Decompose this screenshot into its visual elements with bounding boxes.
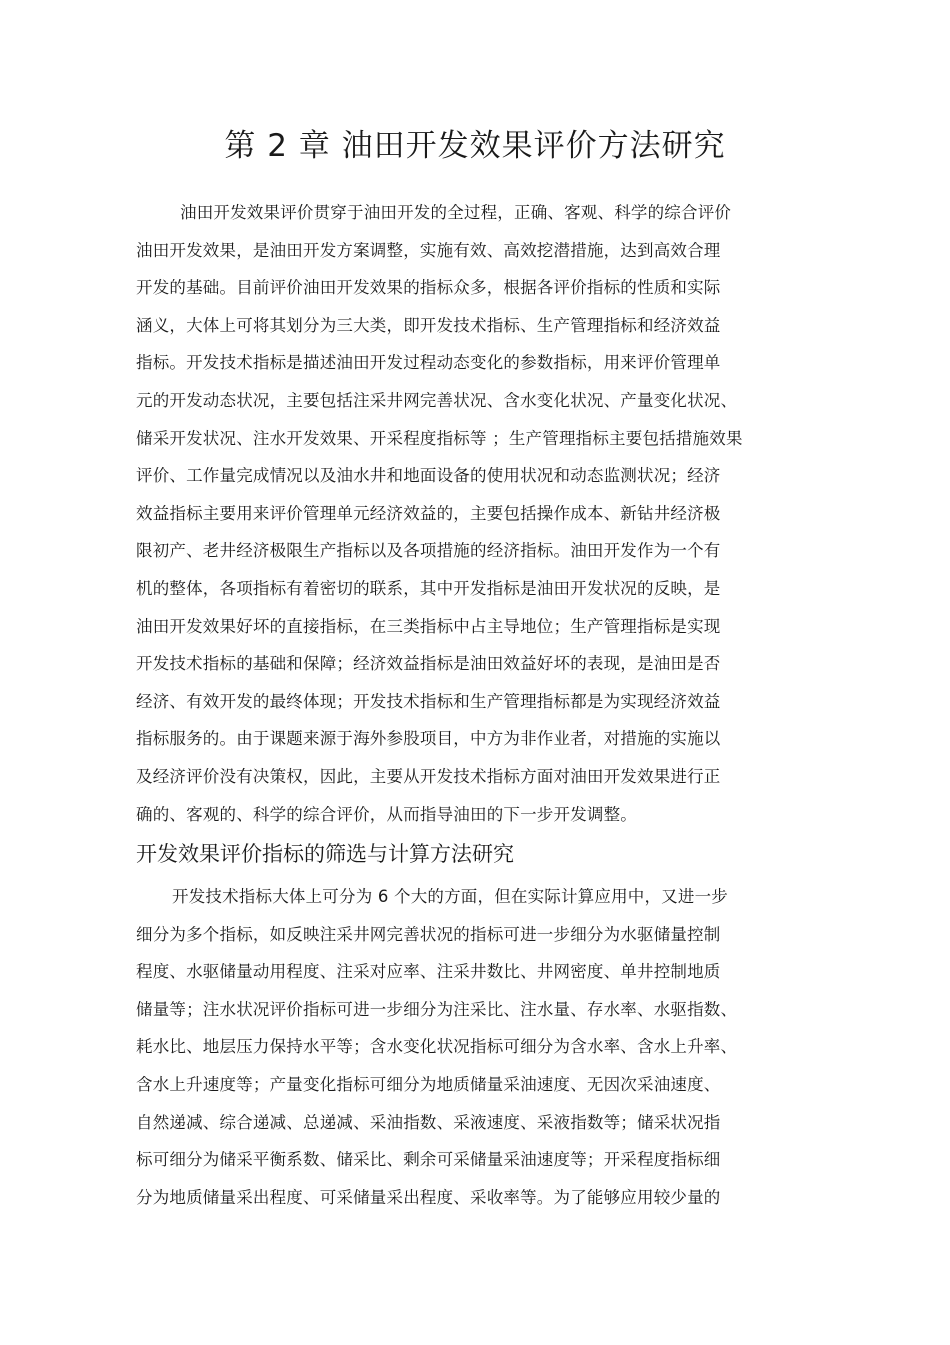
text-line: 标可细分为储采平衡系数、储采比、剩余可采储量采油速度等；开采程度指标细 [136,1150,721,1170]
text-line: 开发技术指标大体上可分为 6 个大的方面，但在实际计算应用中，又进一步 [172,887,728,906]
text-line: 限初产、老井经济极限生产指标以及各项措施的经济指标。油田开发作为一个有 [136,541,721,561]
text-line: 指标服务的。由于课题来源于海外参股项目，中方为非作业者，对措施的实施以 [136,729,721,749]
text-line: 耗水比、地层压力保持水平等；含水变化状况指标可细分为含水率、含水上升率、 [136,1037,738,1057]
paragraph-intro [136,194,836,833]
text-line: 细分为多个指标，如反映注采井网完善状况的指标可进一步细分为水驱储量控制 [136,924,721,944]
section-heading: 开发效果评价指标的筛选与计算方法研究 [136,842,514,866]
text-line: 油田开发效果评价贯穿于油田开发的全过程，正确、客观、科学的综合评价 [180,203,732,222]
text-line: 油田开发效果，是油田开发方案调整，实施有效、高效挖潜措施，达到高效合理 [136,240,721,260]
text-line: 评价、工作量完成情况以及油水井和地面设备的使用状况和动态监测状况；经济 [136,466,721,486]
text-line: 效益指标主要用来评价管理单元经济效益的，主要包括操作成本、新钻井经济极 [136,503,721,523]
text-line: 自然递减、综合递减、总递减、采油指数、采液速度、采液指数等；储采状况指 [136,1112,721,1132]
text-line: 开发技术指标的基础和保障；经济效益指标是油田效益好坏的表现，是油田是否 [136,654,721,674]
text-line: 分为地质储量采出程度、可采储量采出程度、采收率等。为了能够应用较少量的 [136,1187,721,1207]
text-line: 经济、有效开发的最终体现；开发技术指标和生产管理指标都是为实现经济效益 [136,691,721,711]
text-line: 储采开发状况、注水开发效果、开采程度指标等 ；生产管理指标主要包括措施效果 [136,428,743,448]
text-line: 开发的基础。目前评价油田开发效果的指标众多，根据各评价指标的性质和实际 [136,278,721,298]
chapter-title: 第 2 章 油田开发效果评价方法研究 [224,128,726,164]
text-line: 元的开发动态状况，主要包括注采井网完善状况、含水变化状况、产量变化状况、 [136,390,738,410]
text-line: 指标。开发技术指标是描述油田开发过程动态变化的参数指标，用来评价管理单 [136,353,721,373]
text-line: 涵义，大体上可将其划分为三大类，即开发技术指标、生产管理指标和经济效益 [136,315,721,335]
text-line: 确的、客观的、科学的综合评价，从而指导油田的下一步开发调整。 [136,804,637,824]
text-line: 及经济评价没有决策权，因此，主要从开发技术指标方面对油田开发效果进行正 [136,766,721,786]
paragraph-indicators [136,878,836,1216]
text-line: 储量等；注水状况评价指标可进一步细分为注采比、注水量、存水率、水驱指数、 [136,999,738,1019]
text-line: 程度、水驱储量动用程度、注采对应率、注采井数比、井网密度、单井控制地质 [136,962,721,982]
text-line: 含水上升速度等；产量变化指标可细分为地质储量采油速度、无因次采油速度、 [136,1074,721,1094]
text-line: 机的整体，各项指标有着密切的联系，其中开发指标是油田开发状况的反映，是 [136,578,721,598]
text-line: 油田开发效果好坏的直接指标，在三类指标中占主导地位；生产管理指标是实现 [136,616,721,636]
